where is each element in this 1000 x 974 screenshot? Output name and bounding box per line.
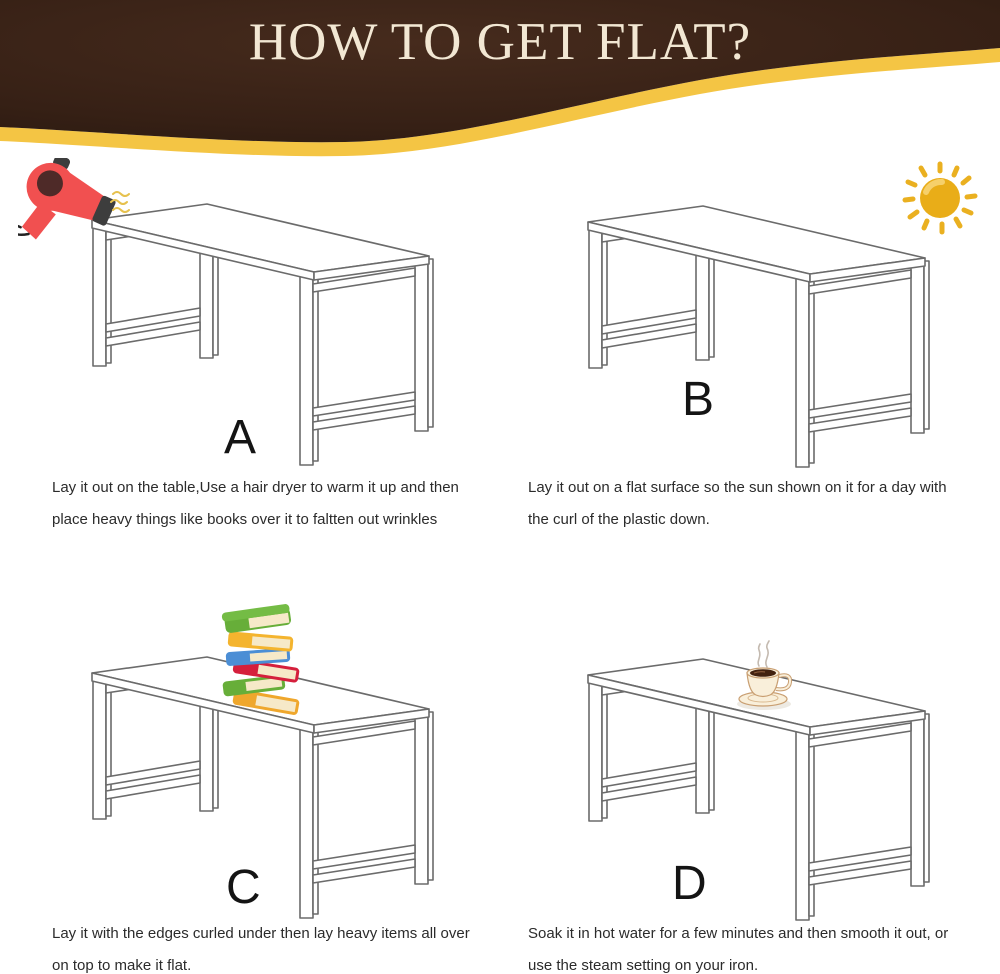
method-label-b: B: [682, 373, 715, 426]
caption-c-line-1: Lay it with the edges curled under then lay heavy items all over: [52, 925, 470, 942]
caption-b-line-2: the curl of the plastic down.: [528, 511, 710, 528]
coffee-cup-icon: [727, 640, 799, 718]
caption-a-line-1: Lay it out on the table,Use a hair dryer to warm it up and then: [52, 479, 459, 496]
method-label-c: C: [226, 861, 261, 914]
hair-dryer-icon: [18, 158, 148, 256]
table-illustration: [578, 200, 932, 472]
caption-b: [528, 472, 947, 536]
page-title: HOW TO GET FLAT?: [248, 13, 752, 71]
caption-d: [528, 918, 948, 974]
caption-d-line-1: Soak it in hot water for a few minutes and then smooth it out, or: [528, 925, 949, 942]
books-stack-icon: [216, 596, 308, 718]
caption-a-line-2: place heavy things like books over it to faltten out wrinkles: [52, 511, 438, 528]
caption-c-line-2: on top to make it flat.: [52, 957, 192, 974]
caption-d-line-2: use the steam setting on your iron.: [528, 957, 759, 974]
caption-b-line-1: Lay it out on a flat surface so the sun shown on it for a day with: [528, 479, 947, 496]
method-label-a: A: [224, 411, 257, 464]
caption-a: [52, 472, 459, 536]
method-label-d: D: [672, 857, 707, 910]
sun-icon: [898, 156, 982, 240]
caption-c: [52, 918, 470, 974]
